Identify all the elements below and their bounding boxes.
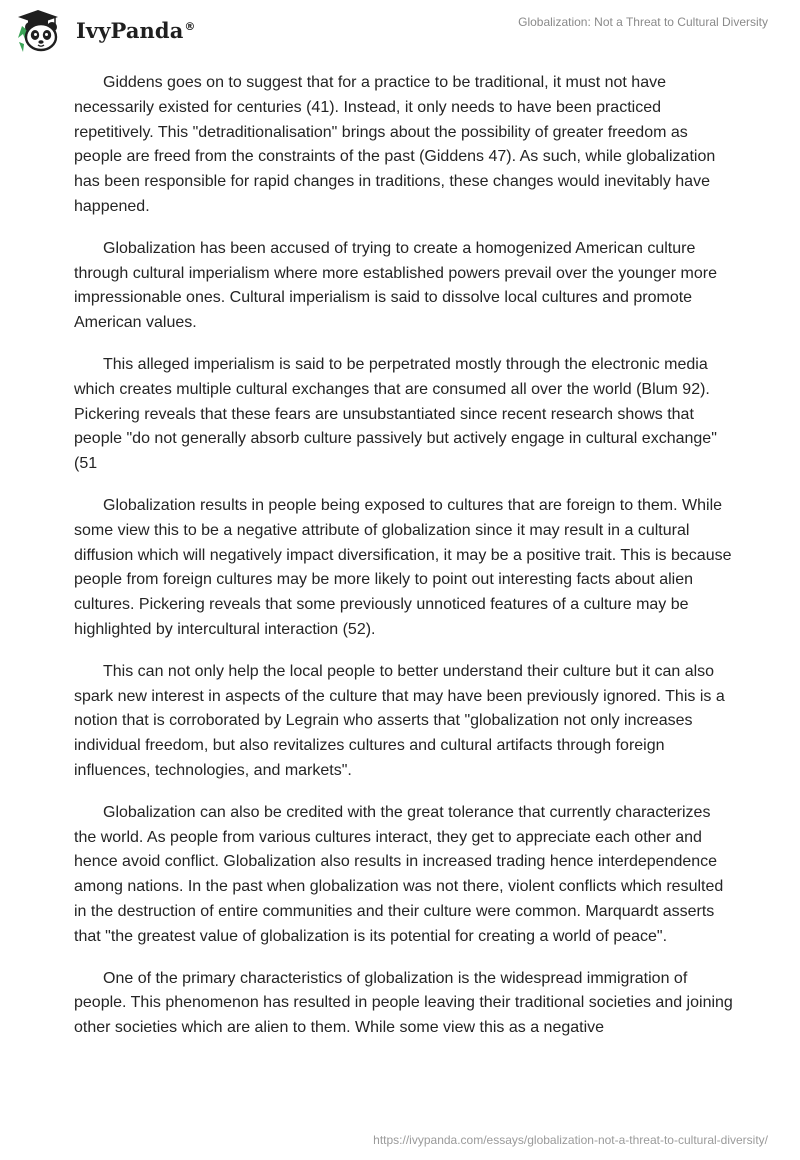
page-header — [0, 0, 800, 62]
paragraph: This alleged imperialism is said to be perpetrated mostly through the electronic media which creates multiple cultural exchanges that are consumed all over the world (Blum 92). Pickering reveals that these fears are unsubstantiated since recent research shows that people "do not generally absorb culture passively but actively engage in cultural exchange" (51 — [74, 355, 717, 473]
brand-name: IvyPanda® — [76, 17, 196, 43]
paragraph: Globalization results in people being exposed to cultures that are foreign to them. While some view this to be a negative attribute of globalization since it may result in a cultural diffusion which will negatively impact diversification, it may be a positive trait. This is because people from foreign cultures may be more likely to point out interesting facts about alien cultures. Pickering reveals that some previously unnoticed features of a culture may be highlighted by intercultural interaction (52). — [74, 496, 732, 638]
paragraph: One of the primary characteristics of globalization is the widespread immigration of people. This phenomenon has resulted in people leaving their traditional societies and joining other societies which are alien to them. While some view this as a negative — [74, 969, 733, 1037]
paragraph: Globalization has been accused of trying to create a homogenized American culture through cultural imperialism where more established powers prevail over the younger more impressionable ones. Cultural imperialism is said to dissolve local cultures and promote American values. — [74, 239, 717, 332]
essay-body — [74, 71, 734, 1058]
paragraph: This can not only help the local people to better understand their culture but it can also spark new interest in aspects of the culture that may have been previously ignored. This is a notion that is corroborated by Legrain who asserts that "globalization not only increases individual freedom, but also revitalizes cultures and cultural artifacts through foreign influences, technologies, and markets". — [74, 662, 725, 779]
paragraph: Globalization can also be credited with the great tolerance that currently characterizes the world. As people from various cultures interact, they get to appreciate each other and hence avoid conflict. Globalization also results in increased trading hence interdependence among nations. In the past when globalization was not there, violent conflicts which resulted in the destruction of entire communities and their culture were common. Marquardt asserts that "the greatest value of globalization is its potential for creating a world of peace". — [74, 803, 724, 945]
document-title: Globalization: Not a Threat to Cultural Diversity — [518, 15, 768, 29]
panda-graduation-cap-icon — [14, 8, 70, 52]
source-url-link[interactable]: https://ivypanda.com/essays/globalization-not-a-threat-to-cultural-diversity/ — [373, 1133, 768, 1147]
paragraph: Giddens goes on to suggest that for a practice to be traditional, it must not have necessarily existed for centuries (41). Instead, it only needs to have been practiced repetitively. This "detraditionalisation" brings about the possibility of greater freedom as people are freed from the constraints of the past (Giddens 47). As such, while globalization has been responsible for rapid changes in traditions, these changes would inevitably have happened. — [74, 74, 716, 215]
registered-mark: ® — [184, 19, 196, 33]
brand-logo[interactable] — [14, 8, 196, 52]
